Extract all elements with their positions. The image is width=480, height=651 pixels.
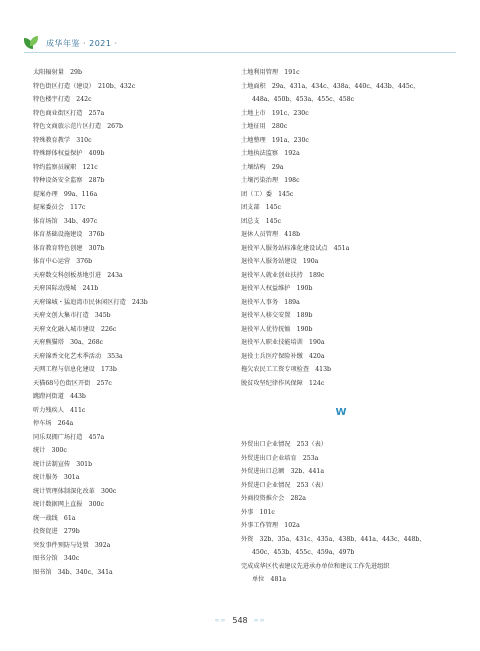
index-entry-text: 外贸进出口总额 32b、441a [241,468,325,475]
footer-ornament-left: ∞∞ [214,616,227,624]
index-entry: 统一战线 61a [33,514,76,522]
page-number: 548 [232,615,248,625]
index-entry: 提案委员会 117c [33,204,86,211]
index-entry-text: 团总支 145c [241,217,282,225]
index-entry [241,323,456,337]
index-entry: 统计法制宣传 301b [33,460,93,468]
index-entry-text: 土壤结构 29a [241,163,284,171]
index-entry: 同乐双拥广场打造 457a [33,433,105,441]
index-entry-text: 退役军人优待抚恤 190b [241,325,313,333]
index-entry [241,215,456,229]
index-entry: 天府数交科创板基地引进 243a [33,271,123,279]
index-entry-text: 退役军人职业技能培训 190a [241,339,325,346]
index-entry-text: 外资 32b、35a、431c、435a、438b、441a、443c、448b、 [241,535,426,543]
page-header [24,36,118,50]
index-entry [241,228,456,242]
index-entry-text: 外贸进口企业情况 253（表） [241,481,328,489]
index-entry-text: 退休人员管理 418b [241,231,301,238]
index-entry-text: 退役军人就业创业扶持 189c [241,271,325,279]
index-entry-text: 退役军人服务站标准化建设试点 451a [241,244,350,252]
index-entry [241,309,456,323]
index-entry: 跳蹬河街道 443b [33,393,86,400]
index-entry [241,479,456,493]
index-entry [241,134,456,148]
index-entry [241,242,456,256]
index-entry [241,80,456,107]
index-entry [241,492,456,506]
index-entry-text: 土地执法监察 192a [241,150,300,157]
index-entry [241,519,456,533]
index-entry: 统计 300c [33,447,67,454]
page-footer [0,614,480,626]
index-entry: 听力残疾人 411c [33,406,86,414]
index-entry-text: 土地征用 280c [241,123,288,130]
index-entry-text: 外事工作管理 102a [241,522,300,529]
index-entry-text: 退役军人权益维护 190b [241,285,313,292]
index-entry-text: 团（工）委 145c [241,190,294,198]
index-entry: 体育教育特色创建 307b [33,244,105,252]
index-entry-text: 外事 101c [241,508,275,516]
index-group-t [241,66,456,390]
index-entry [241,147,456,161]
index-entry: 统计数据网上直报 300c [33,501,104,508]
section-letter-w: W [335,407,347,418]
yearbook-title: 成华年鉴 · 2021 · [46,38,118,48]
index-entry: 太阳辐射量 29b [33,69,82,76]
index-column-right [241,66,456,587]
index-entry: 特殊群体权益保护 409b [33,150,105,157]
index-entry [241,452,456,466]
index-entry [241,377,456,391]
index-entry [241,66,456,80]
index-entry-text: 退役军人移交安置 189b [241,312,313,319]
index-group-w [241,438,456,587]
index-entry: 特色文商旅示范片区打造 267b [33,123,124,130]
index-entry [241,533,456,560]
index-entry: 停车场 264a [33,420,74,427]
index-entry: 投资促进 279b [33,528,80,535]
index-entry [241,282,456,296]
index-entry-text: 拖欠农民工工资专项检查 413b [241,366,332,373]
index-entry-text: 退役士兵医疗保险补缴 420a [241,352,325,360]
index-entry: 统计服务 301a [33,474,80,481]
index-entry: 天府锦城・猛追湾市民休闲区打造 243b [33,298,148,306]
index-entry: 天府国际动漫城 241b [33,285,99,292]
index-entry [241,161,456,175]
index-entry: 图书馆 34b、340c、341a [33,568,113,576]
index-entry: 图书分馆 340c [33,555,80,562]
index-entry: 特种设备安全监察 287b [33,177,105,184]
index-entry [241,560,456,587]
leaf-logo-icon [24,36,40,50]
index-entry: 统计管理体制深化改革 300c [33,487,117,495]
index-entry: 体育基础设施建设 376b [33,231,105,238]
index-entry [241,255,456,269]
index-entry [241,296,456,310]
index-entry [241,269,456,283]
index-entry-text: 土地利用管理 191c [241,69,300,76]
index-entry-text: 土地整理 191a、230c [241,136,309,144]
index-entry [241,363,456,377]
index-entry: 突发事件预防与处置 392a [33,541,111,549]
index-entry [241,336,456,350]
index-entry: 天府文化融入城市建设 226c [33,325,117,333]
index-entry [241,120,456,134]
index-entry-text: 完成成华区代表建议先进承办单位和建议工作先进组织 [241,562,390,570]
index-entry-text: 土地面积 29a、431a、434c、438a、440c、443b、445c、 [241,82,420,90]
index-entry-text: 脱贫攻坚纪律作风保障 124c [241,379,325,387]
index-entry: 天府锦香文化艺术季活动 353a [33,352,123,360]
index-entry: 特色楼宇打造 242c [33,96,92,103]
index-entry: 天府熊猫塔 30a、268c [33,339,104,346]
index-entry: 天猫68号色街区开街 257c [33,379,112,387]
index-entry [241,201,456,215]
index-entry-text: 外商投资推介会 282a [241,495,306,502]
index-entry-text: 退役军人服务站建设 190a [241,258,319,265]
index-entry: 体育中心运营 376b [33,258,93,265]
index-entry [241,188,456,202]
index-entry: 特色街区打造（建设） 210b、432c [33,82,136,90]
index-entry-text: 团支部 145c [241,204,282,211]
index-entry [241,107,456,121]
index-entry-continuation: 450c、453b、455c、459a、497b [252,549,355,556]
index-entry: 体育场馆 34b、497c [33,217,98,225]
index-entry [241,506,456,520]
index-entry-text: 外贸出口企业情况 253（表） [241,441,328,448]
index-column-left [33,66,233,579]
index-entry-text: 外贸进出口企业培育 253a [241,454,319,462]
index-entry-text: 退役军人事务 189a [241,298,300,306]
index-entry: 特色商业街区打造 257a [33,109,105,117]
index-entry [241,438,456,452]
index-entry: 提案办理 99a、116a [33,190,98,198]
index-entry [241,174,456,188]
index-entry: 特约监察员履职 121c [33,163,98,171]
index-entry-continuation: 单位 481a [252,576,287,583]
index-entry: 天府文创大集市打造 345b [33,312,111,319]
index-entry-text: 土地上市 191c、230c [241,109,309,117]
index-entry-continuation: 448a、450b、453a、455c、458c [252,96,355,103]
index-entry-text: 土壤污染治理 198c [241,177,300,184]
footer-ornament-right: ∞∞ [253,616,266,624]
index-entry [241,350,456,364]
index-entry: 天网工程与信息化建设 173b [33,366,117,373]
index-entry: 特殊教育教学 310c [33,136,92,144]
header-divider [24,52,456,53]
index-entry [241,465,456,479]
